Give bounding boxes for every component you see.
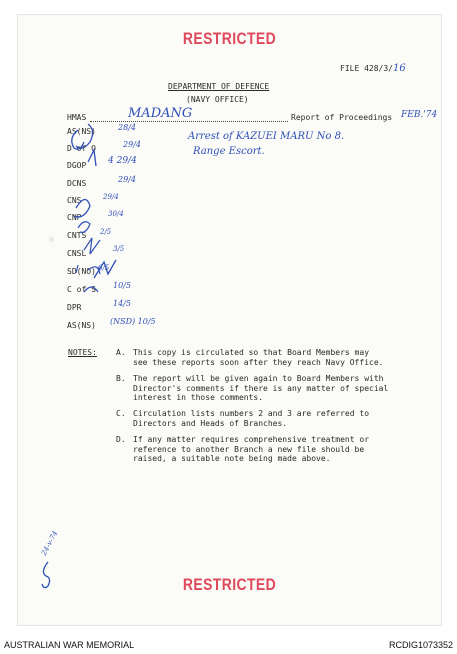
circulation-mark: 29/4 (118, 175, 136, 184)
circulation-label: AS(NS) (67, 127, 96, 136)
circulation-label: SD(NO) (67, 267, 96, 276)
handwritten-initials (48, 110, 148, 340)
circulation-mark: 29/4 (103, 193, 119, 201)
circulation-label: AS(NS) (67, 321, 96, 330)
footer-archive-name: AUSTRALIAN WAR MEMORIAL (4, 640, 135, 650)
restricted-stamp-top: RESTRICTED (182, 29, 277, 48)
circulation-label: CNSL (67, 249, 87, 258)
circulation-mark: 2/5 (100, 228, 112, 236)
circulation-mark: 14/5 (113, 299, 131, 308)
circulation-label: DGOP (67, 161, 87, 170)
footer-record-id: RCDIG1073352 (388, 640, 453, 650)
remarks-line1: Arrest of KAZUEI MARU No 8. (188, 131, 345, 142)
circulation-label: DPR (67, 303, 82, 312)
circulation-mark: 3/5 (113, 245, 125, 253)
remarks-line2: Range Escort. (193, 146, 265, 157)
notes-label: NOTES: (68, 348, 97, 357)
circulation-mark: 6/5 (98, 264, 110, 272)
ship-name: MADANG (128, 106, 193, 121)
report-label: Report of Proceedings (291, 113, 393, 122)
note-text: The report will be given again to Board Members with Director's comments if there is any matter of special interest in those comments. (133, 374, 389, 402)
circulation-mark: (NSD) 10/5 (110, 317, 156, 326)
note-text: Circulation lists numbers 2 and 3 are referred to Directors and Heads of Branches. (133, 409, 370, 428)
circulation-mark: 30/4 (108, 210, 124, 218)
circulation-mark: 28/4 (118, 123, 136, 132)
document-page (17, 14, 442, 626)
circulation-label: D of O (67, 144, 96, 153)
note-letter: D. (116, 435, 126, 444)
circulation-label: CNP (67, 213, 82, 222)
circulation-mark: 29/4 (123, 140, 141, 149)
note-text: This copy is circulated so that Board Members may see these reports soon after they reach Navy Office. (133, 348, 384, 367)
circulation-label: CNTS (67, 231, 87, 240)
circulation-label: DCNS (67, 179, 87, 188)
note-letter: B. (116, 374, 126, 383)
circulation-label: C of S (67, 285, 96, 294)
navy-office-heading: (NAVY OFFICE) (186, 95, 249, 104)
margin-signature: 24-v-74 (40, 529, 60, 557)
note-letter: A. (116, 348, 126, 357)
department-heading: DEPARTMENT OF DEFENCE (168, 82, 270, 91)
hmas-label: HMAS (67, 113, 87, 122)
note-letter: C. (116, 409, 126, 418)
circulation-mark: 4 29/4 (108, 156, 137, 166)
note-text: If any matter requires comprehensive treatment or reference to another Branch a new file should be raised, a suitable note being made above. (133, 435, 370, 463)
circulation-mark: 10/5 (113, 281, 131, 290)
report-date: FEB.'74 (401, 110, 438, 120)
restricted-stamp-bottom: RESTRICTED (182, 575, 277, 594)
file-number: FILE 428/3/16 (340, 63, 406, 74)
circulation-label: CNS (67, 196, 82, 205)
signature-mark (38, 560, 58, 590)
